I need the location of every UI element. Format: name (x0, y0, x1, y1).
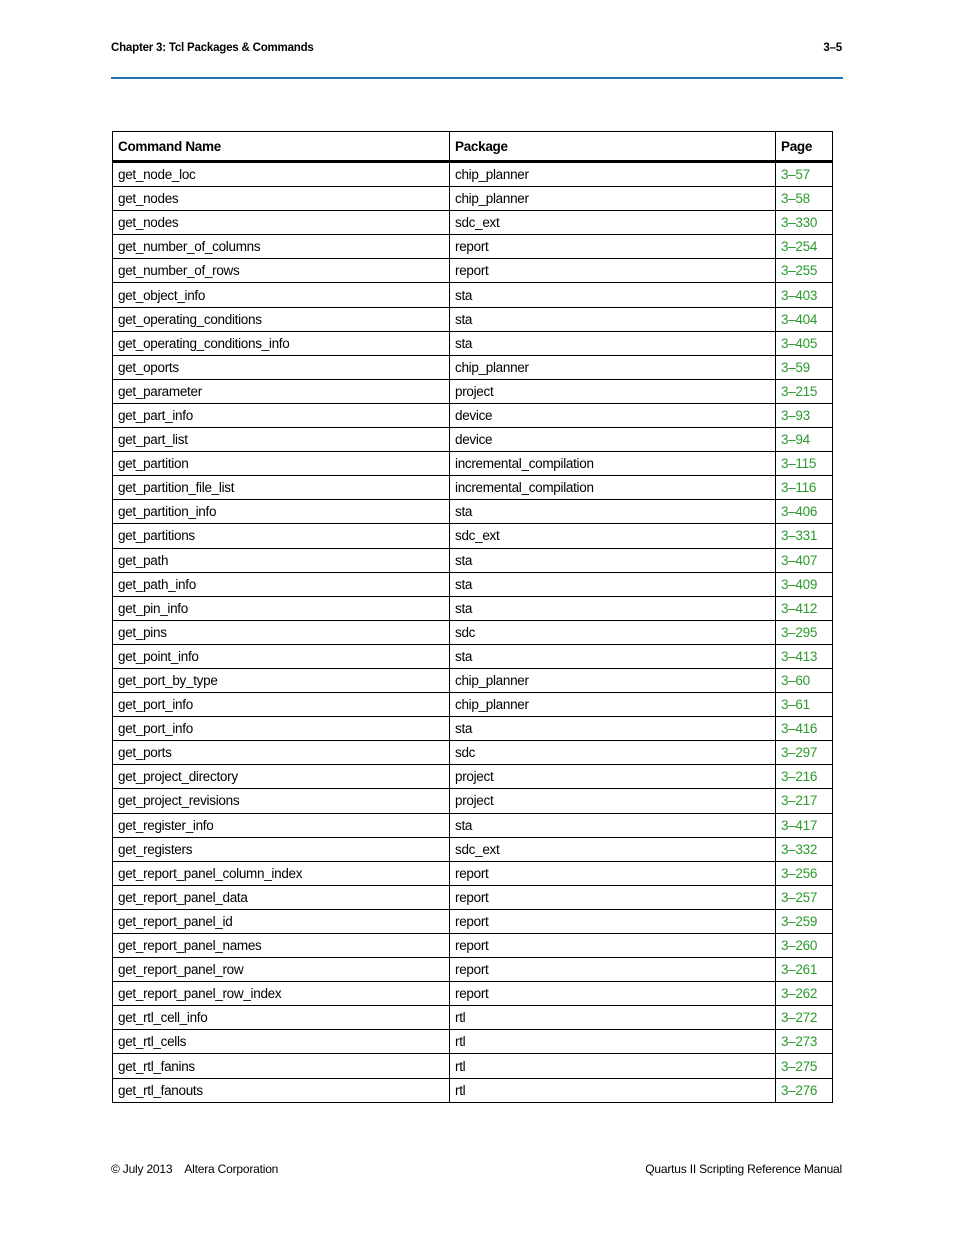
package-cell: sdc (450, 741, 776, 765)
page-link[interactable]: 3–413 (776, 644, 833, 668)
page-link[interactable]: 3–256 (776, 861, 833, 885)
page-link[interactable]: 3–404 (776, 307, 833, 331)
command-name-cell: get_partition (113, 452, 450, 476)
header-divider (111, 77, 843, 79)
command-name-cell: get_ports (113, 741, 450, 765)
table-row (113, 428, 833, 452)
table-row (113, 620, 833, 644)
table-row (113, 909, 833, 933)
table-row (113, 596, 833, 620)
command-name-cell: get_report_panel_names (113, 934, 450, 958)
table-row (113, 837, 833, 861)
command-table-body (113, 162, 833, 1103)
command-name-cell: get_rtl_cell_info (113, 1006, 450, 1030)
page-link[interactable]: 3–416 (776, 717, 833, 741)
table-row (113, 259, 833, 283)
table-row (113, 211, 833, 235)
command-name-cell: get_pin_info (113, 596, 450, 620)
page-link[interactable]: 3–216 (776, 765, 833, 789)
footer-left (111, 1162, 278, 1176)
command-name-cell: get_report_panel_id (113, 909, 450, 933)
table-row (113, 717, 833, 741)
package-cell: sta (450, 500, 776, 524)
package-cell: rtl (450, 1054, 776, 1078)
table-row (113, 379, 833, 403)
page-link[interactable]: 3–262 (776, 982, 833, 1006)
command-name-cell: get_path (113, 548, 450, 572)
package-cell: report (450, 909, 776, 933)
page-link[interactable]: 3–417 (776, 813, 833, 837)
table-row (113, 1030, 833, 1054)
table-row (113, 307, 833, 331)
command-name-cell: get_nodes (113, 187, 450, 211)
table-row (113, 548, 833, 572)
package-cell: report (450, 259, 776, 283)
table-header-row (113, 132, 833, 162)
package-cell: project (450, 789, 776, 813)
package-cell: report (450, 934, 776, 958)
command-name-cell: get_point_info (113, 644, 450, 668)
package-cell: sdc_ext (450, 837, 776, 861)
command-name-cell: get_report_panel_row (113, 958, 450, 982)
package-cell: sdc_ext (450, 211, 776, 235)
command-table (112, 131, 833, 1103)
package-cell: sta (450, 813, 776, 837)
package-cell: sta (450, 548, 776, 572)
page-link[interactable]: 3–57 (776, 162, 833, 187)
command-name-cell: get_register_info (113, 813, 450, 837)
command-name-cell: get_rtl_fanins (113, 1054, 450, 1078)
table-row (113, 1054, 833, 1078)
package-cell: sta (450, 307, 776, 331)
package-cell: report (450, 861, 776, 885)
page-link[interactable]: 3–217 (776, 789, 833, 813)
column-header-command-name: Command Name (113, 132, 450, 162)
package-cell: sdc (450, 620, 776, 644)
table-row (113, 235, 833, 259)
command-name-cell: get_number_of_rows (113, 259, 450, 283)
package-cell: sta (450, 572, 776, 596)
chapter-title: Chapter 3: Tcl Packages & Commands (111, 42, 314, 54)
table-row (113, 476, 833, 500)
page-link[interactable]: 3–331 (776, 524, 833, 548)
package-cell: project (450, 379, 776, 403)
table-row (113, 162, 833, 187)
page-link[interactable]: 3–254 (776, 235, 833, 259)
command-name-cell: get_part_list (113, 428, 450, 452)
table-row (113, 693, 833, 717)
table-row (113, 813, 833, 837)
table-row (113, 283, 833, 307)
package-cell: chip_planner (450, 187, 776, 211)
package-cell: project (450, 765, 776, 789)
table-row (113, 355, 833, 379)
package-cell: sta (450, 644, 776, 668)
package-cell: chip_planner (450, 355, 776, 379)
package-cell: rtl (450, 1030, 776, 1054)
page-link[interactable]: 3–260 (776, 934, 833, 958)
table-row (113, 644, 833, 668)
table-row (113, 500, 833, 524)
page-link[interactable]: 3–407 (776, 548, 833, 572)
command-name-cell: get_rtl_cells (113, 1030, 450, 1054)
command-name-cell: get_partitions (113, 524, 450, 548)
page-header (111, 42, 842, 60)
command-name-cell: get_rtl_fanouts (113, 1078, 450, 1102)
package-cell: sta (450, 331, 776, 355)
page-link[interactable]: 3–257 (776, 885, 833, 909)
page-link[interactable]: 3–275 (776, 1054, 833, 1078)
column-header-package: Package (450, 132, 776, 162)
page-link[interactable]: 3–276 (776, 1078, 833, 1102)
command-name-cell: get_part_info (113, 403, 450, 427)
package-cell: rtl (450, 1006, 776, 1030)
table-row (113, 1078, 833, 1102)
page-link[interactable]: 3–60 (776, 668, 833, 692)
page-link[interactable]: 3–59 (776, 355, 833, 379)
command-name-cell: get_oports (113, 355, 450, 379)
page-footer (111, 1162, 842, 1178)
page-link[interactable]: 3–403 (776, 283, 833, 307)
package-cell: device (450, 428, 776, 452)
page-link[interactable]: 3–261 (776, 958, 833, 982)
page-link[interactable]: 3–93 (776, 403, 833, 427)
package-cell: report (450, 885, 776, 909)
command-name-cell: get_operating_conditions_info (113, 331, 450, 355)
table-row (113, 861, 833, 885)
footer-date: © July 2013 (111, 1162, 173, 1176)
package-cell: incremental_compilation (450, 452, 776, 476)
footer-company: Altera Corporation (184, 1162, 279, 1176)
package-cell: report (450, 958, 776, 982)
table-row (113, 1006, 833, 1030)
command-name-cell: get_object_info (113, 283, 450, 307)
command-name-cell: get_port_info (113, 693, 450, 717)
command-name-cell: get_number_of_columns (113, 235, 450, 259)
footer-manual-title: Quartus II Scripting Reference Manual (645, 1162, 842, 1176)
page-link[interactable]: 3–272 (776, 1006, 833, 1030)
package-cell: sta (450, 283, 776, 307)
table-row (113, 524, 833, 548)
page-link[interactable]: 3–332 (776, 837, 833, 861)
command-name-cell: get_pins (113, 620, 450, 644)
command-name-cell: get_project_directory (113, 765, 450, 789)
package-cell: chip_planner (450, 668, 776, 692)
page-link[interactable]: 3–58 (776, 187, 833, 211)
page-link[interactable]: 3–409 (776, 572, 833, 596)
table-row (113, 958, 833, 982)
page-link[interactable]: 3–215 (776, 379, 833, 403)
page-link[interactable]: 3–295 (776, 620, 833, 644)
table-row (113, 403, 833, 427)
table-row (113, 765, 833, 789)
package-cell: rtl (450, 1078, 776, 1102)
table-row (113, 789, 833, 813)
package-cell: report (450, 982, 776, 1006)
page-link[interactable]: 3–116 (776, 476, 833, 500)
command-name-cell: get_partition_info (113, 500, 450, 524)
page-link[interactable]: 3–61 (776, 693, 833, 717)
command-name-cell: get_node_loc (113, 162, 450, 187)
command-name-cell: get_report_panel_data (113, 885, 450, 909)
table-row (113, 668, 833, 692)
page-link[interactable]: 3–405 (776, 331, 833, 355)
package-cell: device (450, 403, 776, 427)
command-name-cell: get_path_info (113, 572, 450, 596)
package-cell: sdc_ext (450, 524, 776, 548)
command-name-cell: get_nodes (113, 211, 450, 235)
package-cell: chip_planner (450, 162, 776, 187)
table-row (113, 885, 833, 909)
command-name-cell: get_parameter (113, 379, 450, 403)
table-row (113, 934, 833, 958)
command-name-cell: get_report_panel_row_index (113, 982, 450, 1006)
page-link[interactable]: 3–273 (776, 1030, 833, 1054)
page-link[interactable]: 3–412 (776, 596, 833, 620)
package-cell: sta (450, 596, 776, 620)
command-name-cell: get_port_by_type (113, 668, 450, 692)
table-row (113, 452, 833, 476)
package-cell: chip_planner (450, 693, 776, 717)
table-row (113, 331, 833, 355)
package-cell: report (450, 235, 776, 259)
column-header-page: Page (776, 132, 833, 162)
table-row (113, 741, 833, 765)
package-cell: incremental_compilation (450, 476, 776, 500)
command-name-cell: get_registers (113, 837, 450, 861)
table-row (113, 572, 833, 596)
command-name-cell: get_port_info (113, 717, 450, 741)
page-number: 3–5 (823, 42, 842, 54)
command-name-cell: get_project_revisions (113, 789, 450, 813)
table-row (113, 187, 833, 211)
command-name-cell: get_partition_file_list (113, 476, 450, 500)
page-link[interactable]: 3–94 (776, 428, 833, 452)
page-link[interactable]: 3–115 (776, 452, 833, 476)
page-link[interactable]: 3–406 (776, 500, 833, 524)
page-link[interactable]: 3–330 (776, 211, 833, 235)
command-name-cell: get_operating_conditions (113, 307, 450, 331)
command-name-cell: get_report_panel_column_index (113, 861, 450, 885)
table-row (113, 982, 833, 1006)
page-link[interactable]: 3–259 (776, 909, 833, 933)
package-cell: sta (450, 717, 776, 741)
page-link[interactable]: 3–297 (776, 741, 833, 765)
page-link[interactable]: 3–255 (776, 259, 833, 283)
